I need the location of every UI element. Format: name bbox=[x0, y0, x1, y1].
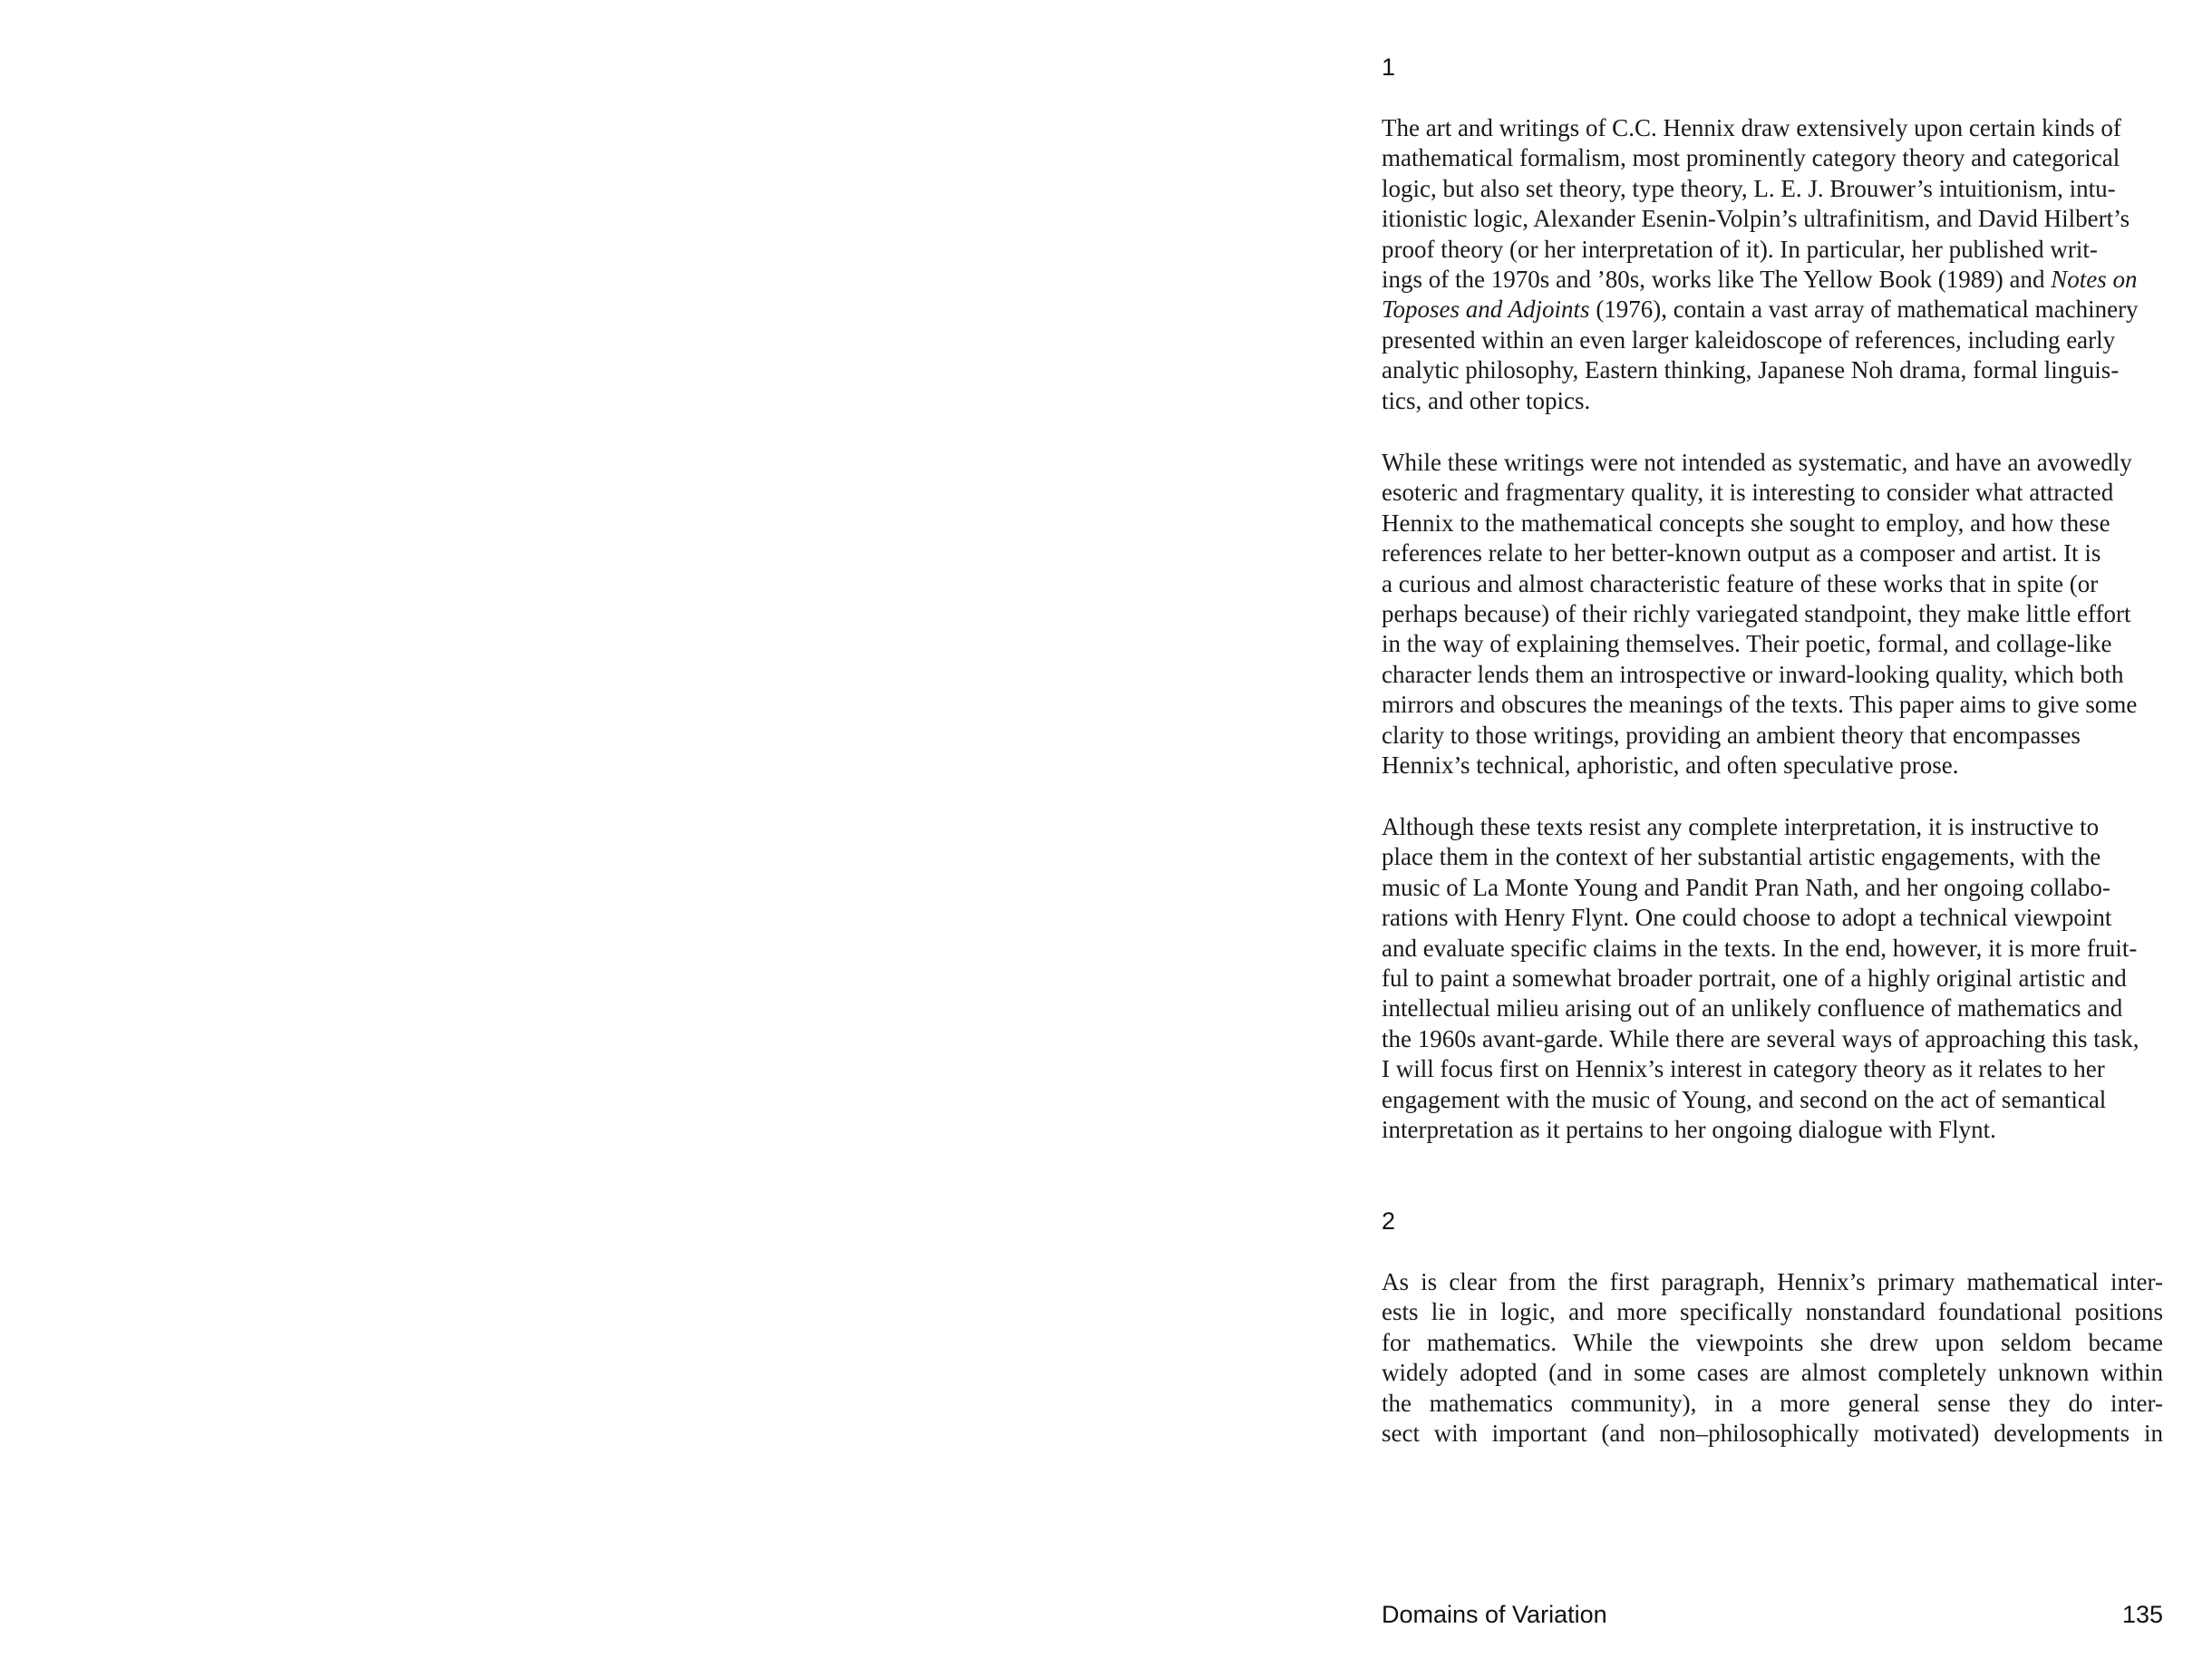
text-line: a curious and almost characteristic feature of these works that in spite (or bbox=[1382, 569, 2099, 597]
text-line: clarity to those writings, providing an ambient theory that encompasses bbox=[1382, 721, 2081, 749]
book-title: Toposes and Adjoints bbox=[1382, 296, 1590, 324]
text-line: interpretation as it pertains to her ongoing dialogue with Flynt. bbox=[1382, 1116, 1996, 1144]
text-line: tics, and other topics. bbox=[1382, 386, 1591, 414]
text-line: While these writings were not intended as systematic, and have an avowedly bbox=[1382, 449, 2132, 476]
text-line: mirrors and obscures the meanings of the texts. This paper aims to give some bbox=[1382, 691, 2138, 719]
paragraph bbox=[1382, 448, 2163, 780]
text-line: and evaluate specific claims in the texts. In the end, however, it is more fruit- bbox=[1382, 934, 2138, 962]
text-line: Hennix’s technical, aphoristic, and often speculative prose. bbox=[1382, 751, 1959, 780]
text-line: music of La Monte Young and Pandit Pran Nath, and her ongoing collabo- bbox=[1382, 873, 2110, 901]
text-line: I will focus first on Hennix’s interest in category theory as it relates to her bbox=[1382, 1055, 2105, 1083]
text-line: references relate to her better-known output as a composer and artist. It is bbox=[1382, 539, 2101, 567]
text-line: the mathematics community), in a more general sense they do inter- bbox=[1382, 1389, 2163, 1417]
text-line: Although these texts resist any complete interpretation, it is instructive to bbox=[1382, 813, 2100, 840]
paragraph bbox=[1382, 1267, 2163, 1449]
running-title: Domains of Variation bbox=[1382, 1601, 1607, 1628]
text-line: perhaps because) of their richly variegated standpoint, they make little effort bbox=[1382, 600, 2131, 628]
text-line: Hennix to the mathematical concepts she sought to employ, and how these bbox=[1382, 509, 2110, 537]
text-line: esoteric and fragmentary quality, it is interesting to consider what attracted bbox=[1382, 479, 2114, 507]
text-line: Toposes and Adjoints (1976), contain a vast array of mathematical machinery bbox=[1382, 296, 2139, 324]
text-line: The art and writings of C.C. Hennix draw extensively upon certain kinds of bbox=[1382, 114, 2121, 141]
text-line: for mathematics. While the viewpoints she drew upon seldom became bbox=[1382, 1328, 2163, 1356]
text-line: place them in the context of her substantial artistic engagements, with the bbox=[1382, 843, 2101, 871]
text-line: ings of the 1970s and ’80s, works like The Yellow Book (1989) and Notes on bbox=[1382, 266, 2138, 294]
text-line: sect with important (and non–philosophically motivated) developments in bbox=[1382, 1420, 2163, 1448]
text-line: ests lie in logic, and more specifically nonstandard foundational positions bbox=[1382, 1298, 2163, 1326]
text-line: rations with Henry Flynt. One could choose to adopt a technical viewpoint bbox=[1382, 904, 2112, 932]
text-line: in the way of explaining themselves. Their poetic, formal, and collage-like bbox=[1382, 630, 2112, 658]
text-line: ful to paint a somewhat broader portrait, one of a highly original artistic and bbox=[1382, 965, 2127, 993]
right-page bbox=[1382, 0, 2163, 1677]
text-line: logic, but also set theory, type theory, L. E. J. Brouwer’s intuitionism, intu- bbox=[1382, 174, 2116, 202]
text-line: engagement with the music of Young, and second on the act of semantical bbox=[1382, 1085, 2107, 1113]
text-line: mathematical formalism, most prominently category theory and categorical bbox=[1382, 144, 2120, 172]
section-number: 2 bbox=[1382, 1207, 1396, 1235]
paragraph bbox=[1382, 113, 2163, 416]
book-title: Notes on bbox=[2051, 266, 2138, 294]
page-number: 135 bbox=[2121, 1601, 2163, 1628]
text-line: intellectual milieu arising out of an unlikely confluence of mathematics and bbox=[1382, 994, 2123, 1023]
text-line: presented within an even larger kaleidoscope of references, including early bbox=[1382, 325, 2116, 354]
text-line: widely adopted (and in some cases are almost completely unknown within bbox=[1382, 1359, 2163, 1387]
text-line: As is clear from the first paragraph, Hennix’s primary mathematical inter- bbox=[1382, 1268, 2163, 1295]
text-line: the 1960s avant-garde. While there are several ways of approaching this task, bbox=[1382, 1024, 2139, 1052]
paragraph bbox=[1382, 812, 2163, 1145]
section-number: 1 bbox=[1382, 53, 1396, 81]
text-line: analytic philosophy, Eastern thinking, Japanese Noh drama, formal linguis- bbox=[1382, 356, 2120, 384]
text-line: character lends them an introspective or inward-looking quality, which both bbox=[1382, 660, 2124, 688]
text-line: itionistic logic, Alexander Esenin-Volpin’s ultrafinitism, and David Hilbert’s bbox=[1382, 205, 2130, 233]
text-line: proof theory (or her interpretation of it). In particular, her published writ- bbox=[1382, 235, 2098, 263]
